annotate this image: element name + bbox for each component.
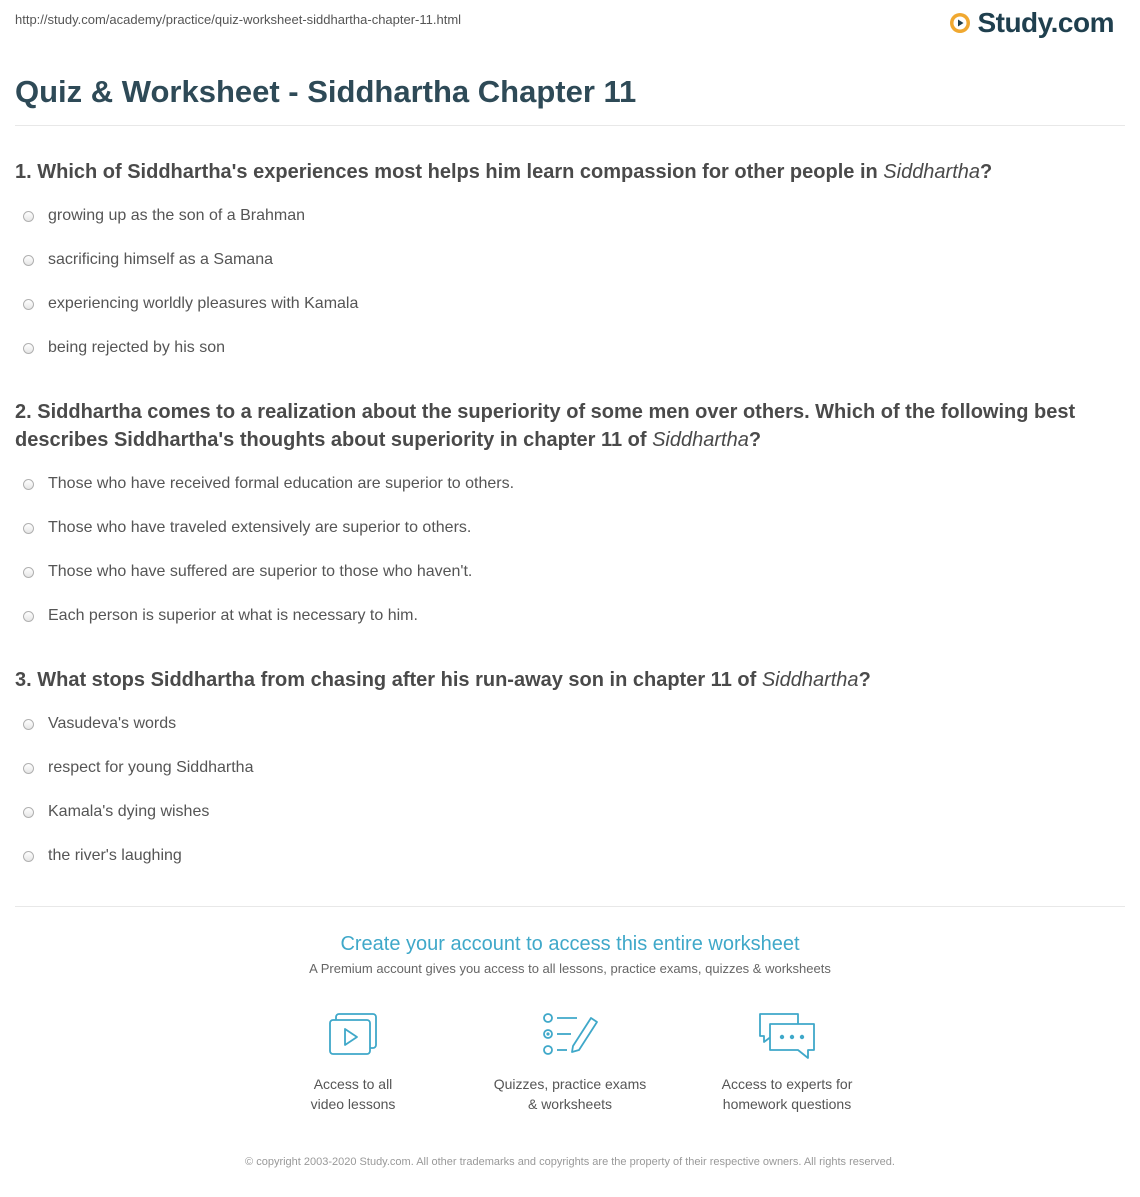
question-1 bbox=[15, 158, 1125, 370]
radio-button[interactable] bbox=[23, 807, 34, 818]
answer-option[interactable]: Vasudeva's words bbox=[15, 702, 1125, 746]
radio-button[interactable] bbox=[23, 851, 34, 862]
feature-experts-text: Access to experts for homework questions bbox=[721, 1076, 853, 1112]
page-url: http://study.com/academy/practice/quiz-worksheet-siddhartha-chapter-11.html bbox=[15, 12, 462, 27]
radio-button[interactable] bbox=[23, 343, 34, 354]
question-1-answers bbox=[15, 194, 1125, 370]
logo-text: Study.com bbox=[977, 7, 1114, 38]
experts-chat-icon bbox=[752, 1010, 822, 1062]
title-divider bbox=[15, 125, 1125, 126]
radio-button[interactable] bbox=[23, 299, 34, 310]
feature-quizzes-text: Quizzes, practice exams & worksheets bbox=[493, 1076, 647, 1112]
radio-button[interactable] bbox=[23, 763, 34, 774]
page-title: Quiz & Worksheet - Siddhartha Chapter 11 bbox=[15, 74, 637, 109]
answer-option[interactable]: sacrificing himself as a Samana bbox=[15, 238, 1125, 282]
feature-quizzes bbox=[462, 1010, 679, 1114]
feature-video-text: Access to all video lessons bbox=[310, 1076, 396, 1112]
question-3 bbox=[15, 666, 1125, 878]
copyright-footer: © copyright 2003-2020 Study.com. All other trademarks and copyrights are the property of their respective owners. All rights reserved. bbox=[245, 1156, 895, 1168]
cta-subtitle: A Premium account gives you access to all lessons, practice exams, quizzes & worksheets bbox=[309, 961, 831, 976]
radio-button[interactable] bbox=[23, 479, 34, 490]
study-logo-icon bbox=[949, 12, 971, 34]
answer-option[interactable]: Those who have traveled extensively are superior to others. bbox=[15, 506, 1125, 550]
answer-option[interactable]: Each person is superior at what is necessary to him. bbox=[15, 594, 1125, 638]
answer-option[interactable]: respect for young Siddhartha bbox=[15, 746, 1125, 790]
cta-title-link[interactable]: Create your account to access this entire worksheet bbox=[340, 933, 800, 955]
answer-option[interactable]: Kamala's dying wishes bbox=[15, 790, 1125, 834]
radio-button[interactable] bbox=[23, 611, 34, 622]
feature-video-lessons bbox=[245, 1010, 462, 1114]
answer-option[interactable]: Those who have suffered are superior to those who haven't. bbox=[15, 550, 1125, 594]
radio-button[interactable] bbox=[23, 255, 34, 266]
radio-button[interactable] bbox=[23, 719, 34, 730]
question-2-answers bbox=[15, 462, 1125, 638]
radio-button[interactable] bbox=[23, 567, 34, 578]
feature-list bbox=[0, 1010, 1140, 1114]
answer-option[interactable]: growing up as the son of a Brahman bbox=[15, 194, 1125, 238]
feature-experts bbox=[679, 1010, 896, 1114]
radio-button[interactable] bbox=[23, 523, 34, 534]
question-2 bbox=[15, 398, 1125, 638]
answer-option[interactable]: experiencing worldly pleasures with Kamala bbox=[15, 282, 1125, 326]
answer-option[interactable]: the river's laughing bbox=[15, 834, 1125, 878]
signup-cta bbox=[0, 931, 1140, 1114]
radio-button[interactable] bbox=[23, 211, 34, 222]
question-2-text: 2. Siddhartha comes to a realization about the superiority of some men over others. Which of the following best describes Siddhartha's thoughts about superiority in chapter 11 of Siddhartha? bbox=[15, 401, 1076, 451]
answer-option[interactable]: being rejected by his son bbox=[15, 326, 1125, 370]
quizzes-icon bbox=[535, 1010, 605, 1062]
question-3-text: 3. What stops Siddhartha from chasing after his run-away son in chapter 11 of Siddhartha? bbox=[15, 669, 871, 691]
question-3-answers bbox=[15, 702, 1125, 878]
cta-divider bbox=[15, 906, 1125, 907]
question-1-text: 1. Which of Siddhartha's experiences most helps him learn compassion for other people in Siddhartha? bbox=[15, 161, 993, 183]
answer-option[interactable]: Those who have received formal education are superior to others. bbox=[15, 462, 1125, 506]
video-lessons-icon bbox=[318, 1010, 388, 1062]
study-logo[interactable] bbox=[949, 8, 1114, 38]
top-bar bbox=[0, 0, 1140, 44]
